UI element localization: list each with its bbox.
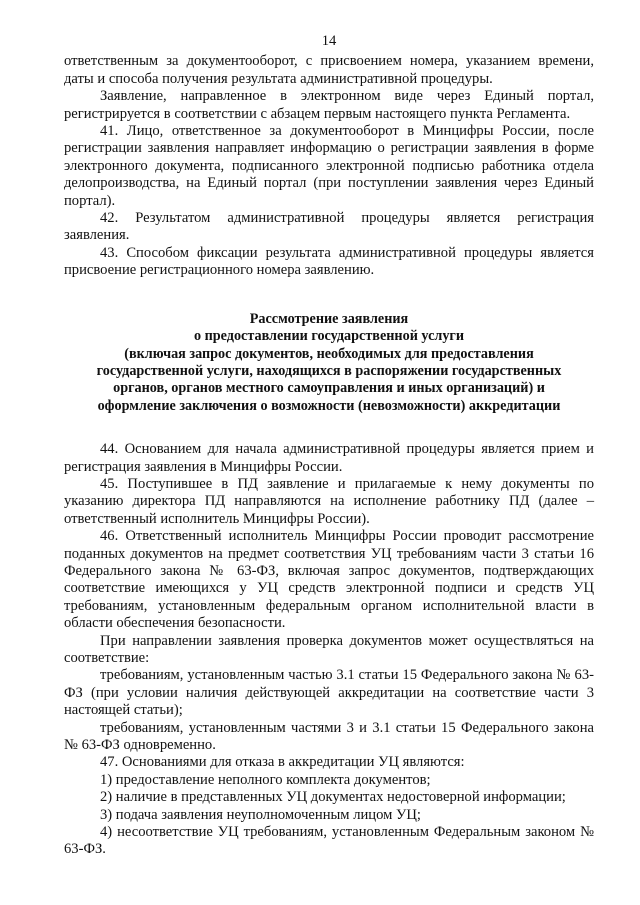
paragraph: 45. Поступившее в ПД заявление и прилагаемые к нему документы по указанию директора ПД направляются на исполнение работнику ПД (далее – ответственный исполнитель Минцифры России). xyxy=(64,475,594,527)
paragraph: 4) несоответствие УЦ требованиям, установленным Федеральным законом № 63-ФЗ. xyxy=(64,824,594,858)
section-heading-line: Рассмотрение заявления xyxy=(249,310,409,327)
section-heading-line: о предоставлении государственной услуги xyxy=(193,328,465,345)
section-heading-line: органов, органов местного самоуправления и иных организаций) и xyxy=(113,380,545,397)
section-heading-line: государственной услуги, находящихся в распоряжении государственных xyxy=(96,362,562,379)
paragraph: требованиям, установленным частями 3 и 3.1 статьи 15 Федерального закона № 63-ФЗ одновременно. xyxy=(64,719,594,754)
section-heading-line: (включая запрос документов, необходимых для предоставления xyxy=(124,345,534,362)
top-text-block xyxy=(64,53,594,279)
paragraph: 41. Лицо, ответственное за документооборот в Минцифры России, после регистрации заявления направляет информацию о регистрации заявления в форме электронного документа, подписанного электронной подписью работника отдела делопроизводства, на Единый портал (при поступлении заявления через Единый портал). xyxy=(64,123,594,209)
paragraph: При направлении заявления проверка документов может осуществляться на соответствие: xyxy=(64,632,594,666)
paragraph: 42. Результатом административной процедуры является регистрация заявления. xyxy=(64,210,594,244)
paragraph: требованиям, установленным частью 3.1 статьи 15 Федерального закона № 63-ФЗ (при условии наличия действующей аккредитации на соответствие части 3 настоящей статьи); xyxy=(64,667,594,719)
paragraph: 47. Основаниями для отказа в аккредитации УЦ являются: xyxy=(100,754,465,771)
paragraph: 1) предоставление неполного комплекта документов; xyxy=(100,771,431,788)
page-number: 14 xyxy=(321,33,337,49)
paragraph: ответственным за документооборот, с присвоением номера, указанием времени, даты и способа получения результата административной процедуры. xyxy=(64,53,594,87)
paragraph: 44. Основанием для начала административной процедуры является прием и регистрация заявления в Минцифры России. xyxy=(64,441,594,475)
paragraph: Заявление, направленное в электронном виде через Единый портал, регистрируется в соответствии с абзацем первым настоящего пункта Регламента. xyxy=(64,88,594,122)
bottom-text-block xyxy=(64,441,594,859)
paragraph: 43. Способом фиксации результата административной процедуры является присвоение регистрационного номера заявлению. xyxy=(64,244,594,279)
section-heading-line: оформление заключения о возможности (невозможности) аккредитации xyxy=(97,397,561,414)
paragraph: 2) наличие в представленных УЦ документах недостоверной информации; xyxy=(100,789,566,806)
section-heading xyxy=(64,311,594,415)
paragraph: 3) подача заявления неуполномоченным лицом УЦ; xyxy=(100,806,421,823)
paragraph: 46. Ответственный исполнитель Минцифры России проводит рассмотрение поданных документов на предмет соответствия УЦ требованиям части 3 статьи 16 Федерального закона № 63-ФЗ, включая запрос документов, подтверждающих соответствие имеющихся у УЦ средств электронной подписи и средств УЦ требованиям, установленным федеральным органом исполнительной власти в области обеспечения безопасности. xyxy=(64,528,594,632)
